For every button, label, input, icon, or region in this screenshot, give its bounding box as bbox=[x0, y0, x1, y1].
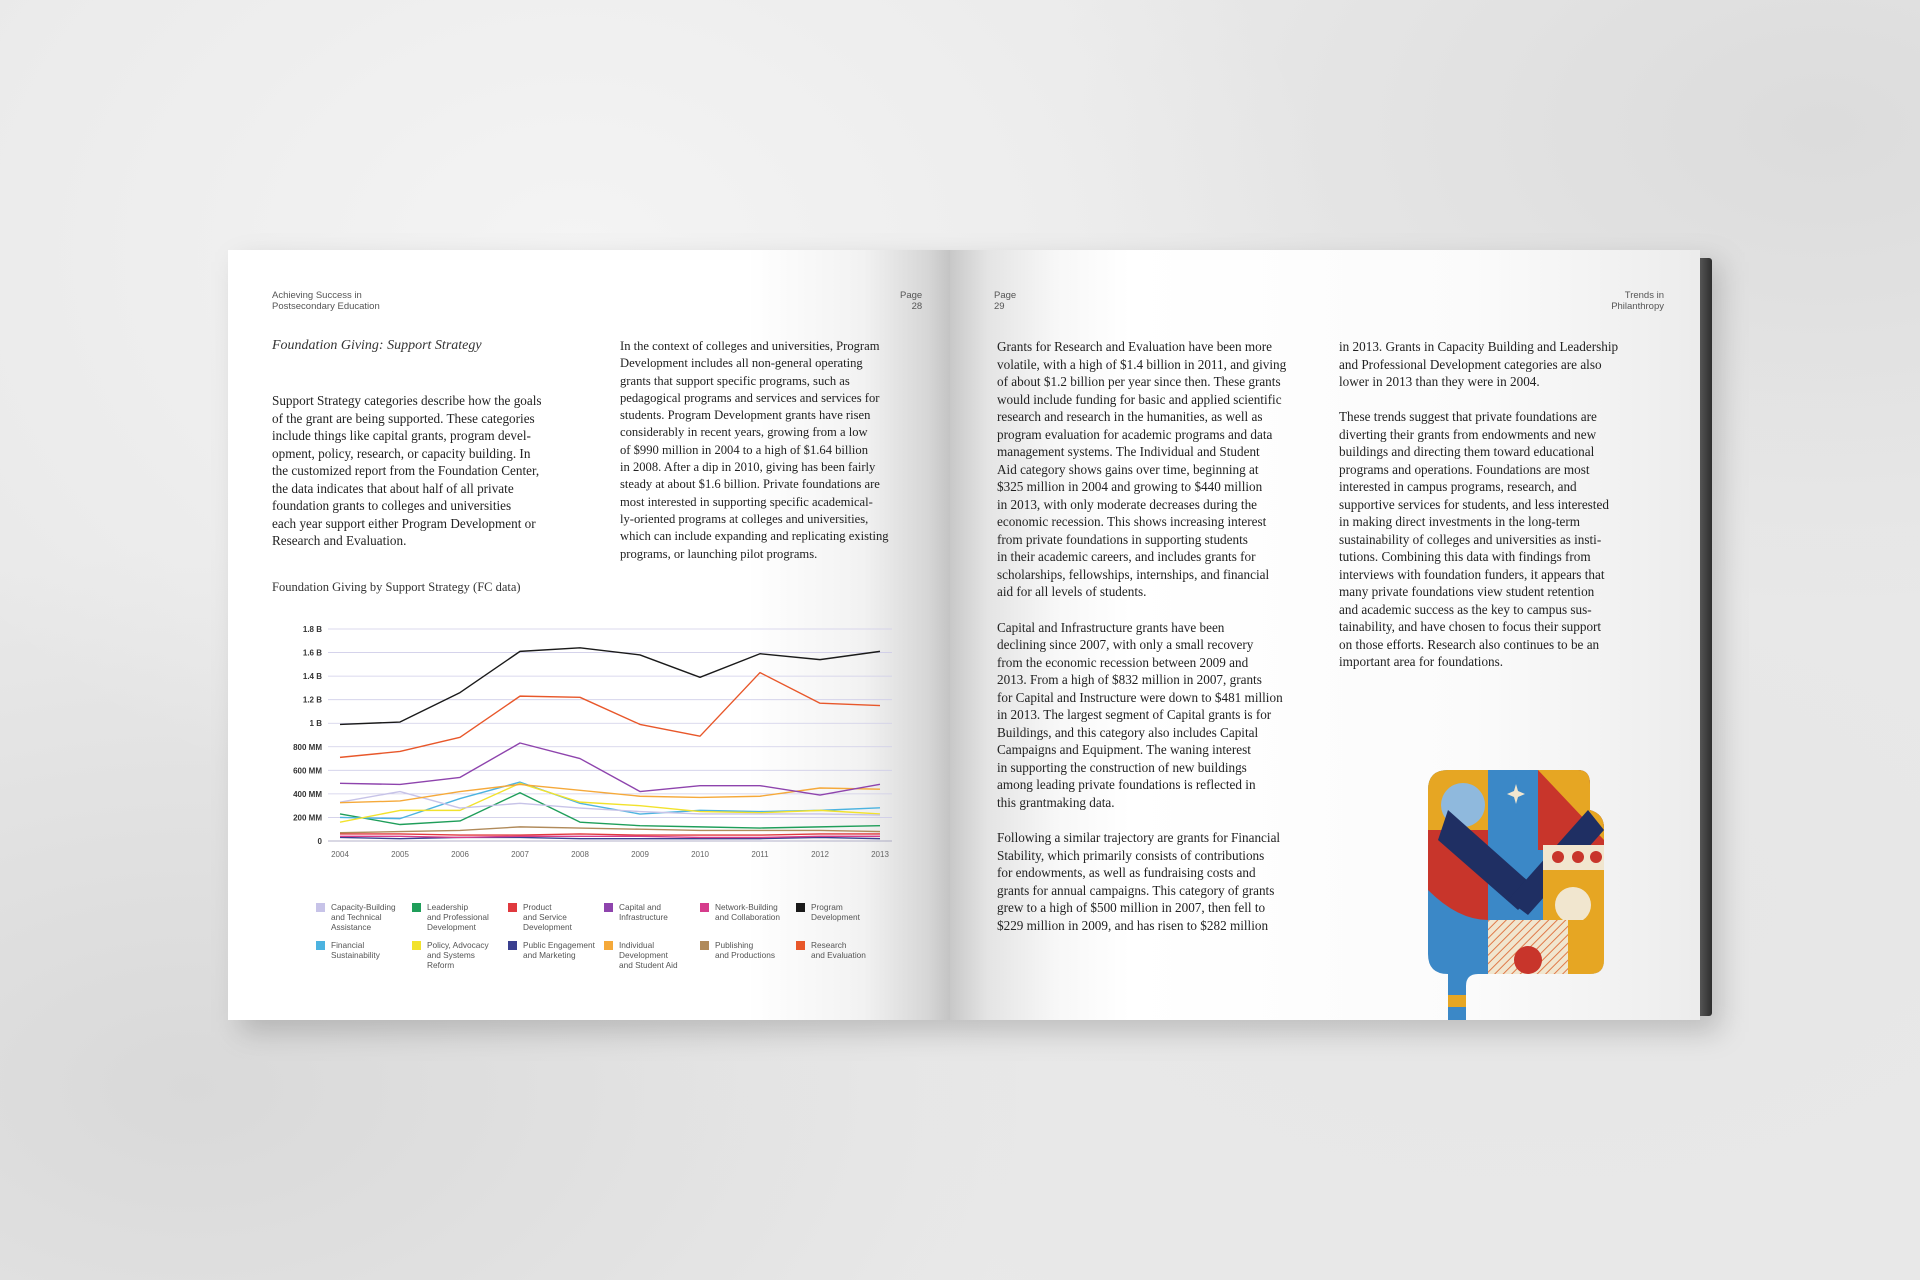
legend-swatch bbox=[412, 903, 421, 912]
x-tick-label: 2009 bbox=[631, 850, 649, 859]
legend-label: Financial Sustainability bbox=[331, 940, 380, 960]
x-tick-label: 2008 bbox=[571, 850, 589, 859]
x-tick-label: 2005 bbox=[391, 850, 409, 859]
y-tick-label: 200 MM bbox=[293, 813, 322, 823]
chart-legend bbox=[316, 902, 916, 970]
right-running-head-line-2: Philanthropy bbox=[1611, 301, 1664, 312]
y-tick-label: 1.6 B bbox=[302, 648, 322, 658]
y-tick-label: 400 MM bbox=[293, 789, 322, 799]
legend-label: Research and Evaluation bbox=[811, 940, 866, 960]
left-running-head-line-2: Postsecondary Education bbox=[272, 301, 380, 312]
series-line bbox=[340, 834, 880, 835]
legend-swatch bbox=[316, 903, 325, 912]
legend-swatch bbox=[604, 941, 613, 950]
legend-label: Network-Building and Collaboration bbox=[715, 902, 781, 922]
right-page-number bbox=[994, 290, 1016, 312]
left-column-1 bbox=[272, 392, 612, 567]
chart-heading: Foundation Giving by Support Strategy (FC data) bbox=[272, 580, 521, 594]
section-heading: Foundation Giving: Support Strategy bbox=[272, 338, 482, 353]
legend-item bbox=[796, 940, 892, 970]
legend-item bbox=[412, 940, 508, 970]
x-tick-label: 2012 bbox=[811, 850, 829, 859]
right-column-2 bbox=[1339, 338, 1669, 688]
chart-container bbox=[268, 615, 908, 910]
line-chart bbox=[268, 615, 908, 905]
legend-item bbox=[700, 902, 796, 932]
legend-swatch bbox=[700, 903, 709, 912]
legend-label: Capacity-Building and Technical Assistance bbox=[331, 902, 396, 932]
x-tick-label: 2010 bbox=[691, 850, 709, 859]
left-page-number-value: 28 bbox=[911, 301, 923, 312]
series-line bbox=[340, 673, 880, 758]
left-running-head-line-1: Achieving Success in bbox=[272, 290, 362, 301]
y-tick-label: 1.8 B bbox=[302, 625, 322, 634]
legend-label: Product and Service Development bbox=[523, 902, 572, 932]
legend-label: Individual Development and Student Aid bbox=[619, 940, 678, 970]
right-col1-paragraph-2: Capital and Infrastructure grants have been declining since 2007, with only a small recovery from the economic recession between 2009 and 2013. From a high of $832 million in 2007, grants for Capital and Instructure were down to $481 million in 2013. The largest segment of Capital grants is for Buildings, and this category also includes Capital Campaigns and Equipment. The waning interest in supporting the construction of new buildings among leading private foundations is reflected in this grantmaking data. bbox=[997, 619, 1283, 810]
y-tick-label: 800 MM bbox=[293, 742, 322, 752]
illustration-svg bbox=[1418, 770, 1608, 1020]
y-tick-label: 0 bbox=[317, 837, 322, 846]
left-col1-paragraph: Support Strategy categories describe how the goals of the grant are being supported. These categories include things like capital grants, program devel- opment, policy, research, or capacity building. In the customized report from the Foundation Center, the data indicates that about half of all private foundation grants to colleges and universities each year support either Program Development or Research and Evaluation. bbox=[272, 393, 542, 548]
right-running-head-line-1: Trends in bbox=[1624, 290, 1664, 301]
legend-swatch bbox=[316, 941, 325, 950]
x-tick-label: 2007 bbox=[511, 850, 529, 859]
right-column-1 bbox=[997, 338, 1327, 952]
series-line bbox=[340, 783, 880, 822]
legend-swatch bbox=[508, 903, 517, 912]
right-col2-paragraph-1: in 2013. Grants in Capacity Building and Leadership and Professional Development categories are also lower in 2013 than they were in 2004. bbox=[1339, 339, 1619, 389]
series-line bbox=[340, 836, 880, 837]
legend-swatch bbox=[508, 941, 517, 950]
legend-item bbox=[604, 902, 700, 932]
legend-swatch bbox=[412, 941, 421, 950]
x-tick-label: 2006 bbox=[451, 850, 469, 859]
legend-item bbox=[316, 902, 412, 932]
legend-swatch bbox=[700, 941, 709, 950]
legend-label: Leadership and Professional Development bbox=[427, 902, 489, 932]
right-page-number-value: 29 bbox=[994, 301, 1005, 312]
legend-swatch bbox=[796, 903, 805, 912]
series-line bbox=[340, 743, 880, 795]
left-running-head bbox=[272, 290, 380, 312]
right-running-head bbox=[1550, 290, 1664, 312]
series-line bbox=[340, 837, 880, 838]
right-page bbox=[950, 250, 1700, 1020]
legend-item bbox=[508, 940, 604, 970]
x-tick-label: 2013 bbox=[871, 850, 889, 859]
book-back-cover-edge bbox=[1698, 258, 1712, 1016]
series-line bbox=[340, 648, 880, 725]
legend-item bbox=[412, 902, 508, 932]
legend-item bbox=[316, 940, 412, 970]
legend-item bbox=[508, 902, 604, 932]
x-tick-label: 2011 bbox=[751, 850, 769, 859]
right-page-label: Page bbox=[994, 290, 1017, 301]
legend-item bbox=[604, 940, 700, 970]
y-tick-label: 1.4 B bbox=[302, 672, 322, 682]
legend-label: Public Engagement and Marketing bbox=[523, 940, 595, 960]
legend-label: Capital and Infrastructure bbox=[619, 902, 668, 922]
legend-swatch bbox=[604, 903, 613, 912]
legend-swatch bbox=[796, 941, 805, 950]
legend-item bbox=[700, 940, 796, 970]
left-page-number bbox=[900, 290, 922, 312]
y-tick-label: 1.2 B bbox=[302, 695, 322, 705]
legend-label: Policy, Advocacy and Systems Reform bbox=[427, 940, 489, 970]
left-page-label: Page bbox=[900, 290, 923, 301]
x-tick-label: 2004 bbox=[331, 850, 349, 859]
series-line bbox=[340, 782, 880, 819]
right-col2-paragraph-2: These trends suggest that private foundations are diverting their grants from endowments and new buildings and directing them toward educational programs and operations. Foundations are most interested in campus programs, research, and supportive services for students, and less interested in making direct investments in the long-term sustainability of colleges and universities as insti- tutions. Combining this data with findings from interviews with foundation funders, it appears that many private foundations view student retention and academic success as the key to campus sus- tainability, and have chosen to focus their support on those efforts. Research also continues to be an important area for foundations. bbox=[1339, 409, 1609, 669]
y-tick-label: 1 B bbox=[309, 719, 322, 729]
geometric-tree-illustration bbox=[1418, 770, 1608, 1020]
right-col1-paragraph-1: Grants for Research and Evaluation have been more volatile, with a high of $1.4 billion in 2011, and giving of about $1.2 billion per year since then. These grants would include funding for basic and applied scientific research and research in the humanities, as well as program evaluation for academic programs and data management systems. The Individual and Student Aid category shows gains over time, beginning at $325 million in 2004 and growing to $440 million in 2013, with only moderate decreases during the economic recession. This shows increasing interest from private foundations in supporting students in their academic careers, and includes grants for scholarships, fellowships, internships, and financial aid for all levels of students. bbox=[997, 339, 1287, 599]
left-page bbox=[228, 250, 950, 1020]
legend-item bbox=[796, 902, 892, 932]
legend-label: Program Development bbox=[811, 902, 860, 922]
right-col1-paragraph-3: Following a similar trajectory are grants for Financial Stability, which primarily consists of contributions for endowments, as well as fundraising costs and grants for annual campaigns. This category of grants grew to a high of $500 million in 2007, then fell to $229 million in 2009, and has risen to $282 million bbox=[997, 830, 1281, 933]
legend-label: Publishing and Productions bbox=[715, 940, 775, 960]
y-tick-label: 600 MM bbox=[293, 766, 322, 776]
left-column-2 bbox=[620, 338, 940, 580]
left-col2-paragraph: In the context of colleges and universities, Program Development includes all non-general operating grants that support specific programs, such as pedagogical programs and services and services for students. Program Development grants have risen considerably in recent years, growing from a low of $990 million in 2004 to a high of $1.64 billion in 2008. After a dip in 2010, giving has been fairly steady at about $1.6 billion. Private foundations are most interested in supporting specific academical- ly-oriented programs at colleges and universities, which can include expanding and replicating existing programs, or launching pilot programs. bbox=[620, 339, 889, 561]
